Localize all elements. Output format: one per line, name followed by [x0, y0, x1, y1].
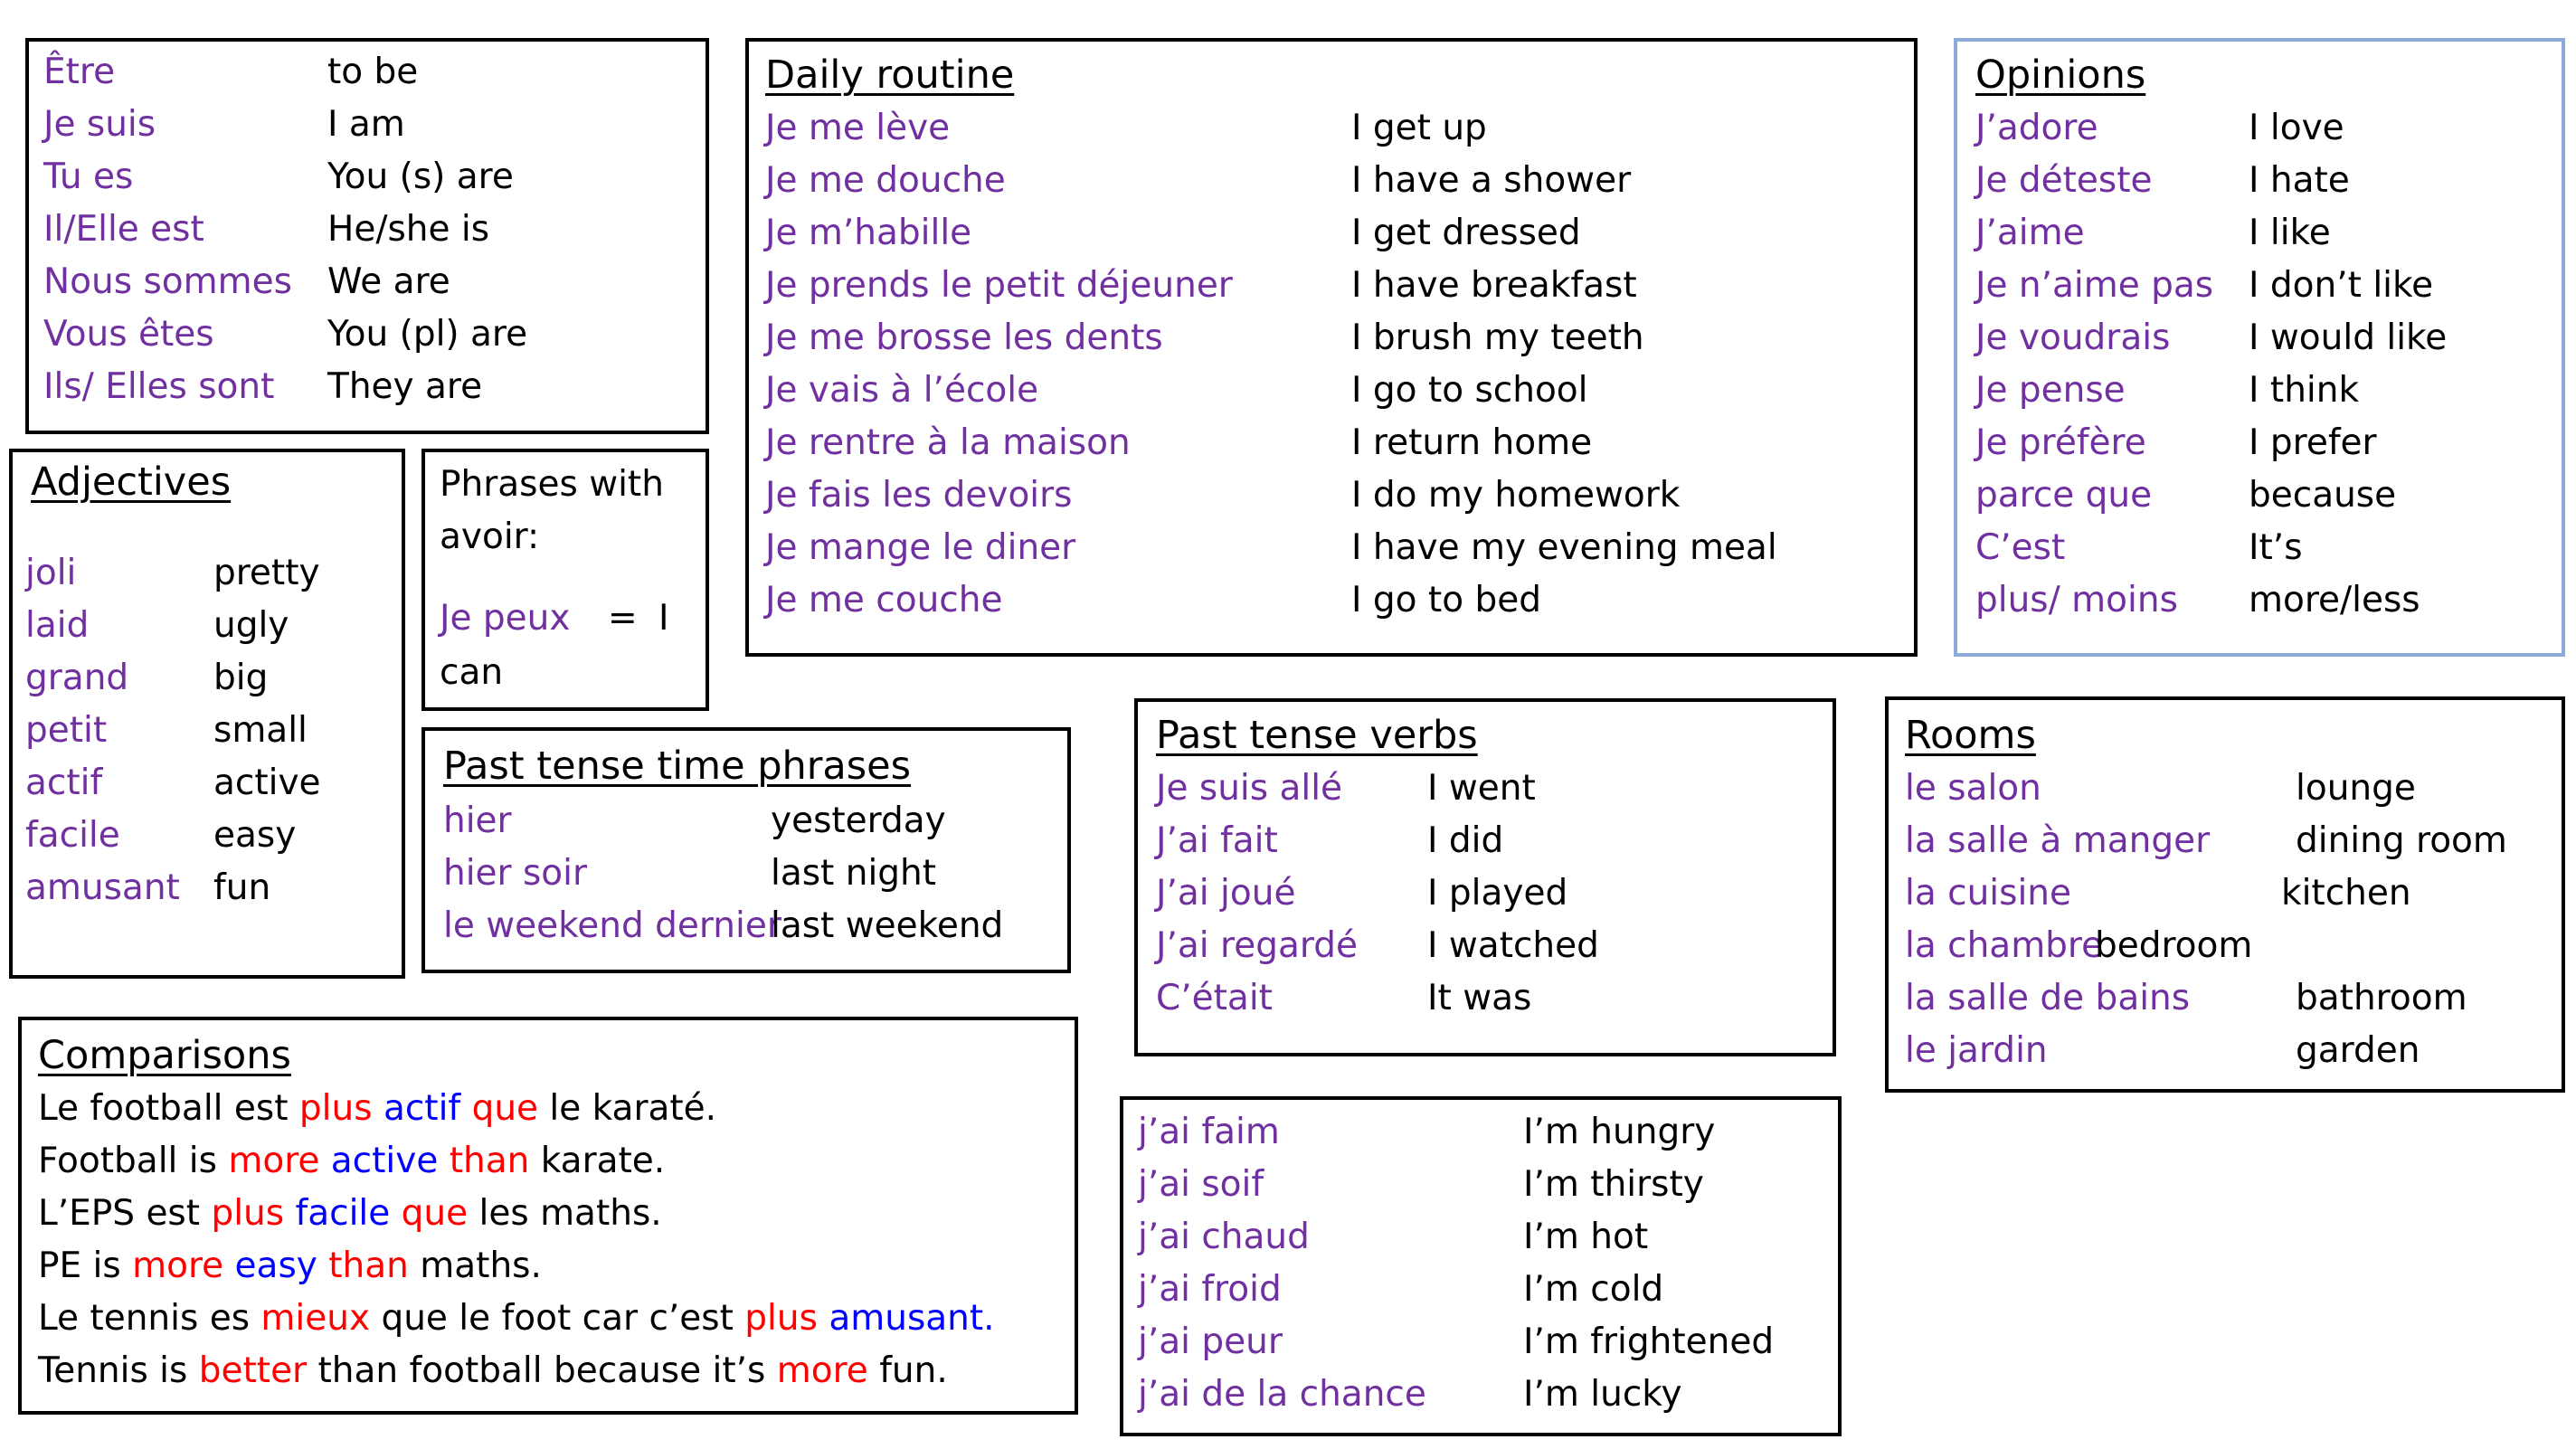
rooms-fr-5: le jardin: [1905, 1030, 2048, 1071]
comparison-segment: [818, 1298, 829, 1339]
opinions-fr-2: J’aime: [1975, 213, 2085, 253]
daily-routine-en-6: I return home: [1351, 422, 1593, 463]
comparison-segment: plus: [298, 1088, 373, 1129]
comparison-segment: plus: [744, 1298, 818, 1339]
daily-routine-fr-6: Je rentre à la maison: [765, 422, 1131, 463]
adjectives-fr-3: petit: [25, 710, 108, 751]
past-verbs-title: Past tense verbs: [1156, 713, 1478, 758]
etre-fr-1: Je suis: [43, 104, 156, 145]
comparison-line-0: [38, 1088, 717, 1129]
past-time-en-1: last night: [771, 853, 937, 894]
comparison-segment: amusant.: [829, 1298, 995, 1339]
comparison-segment: karate.: [529, 1141, 666, 1181]
etre-en-6: They are: [327, 366, 483, 407]
etre-fr-0: Être: [43, 52, 116, 92]
comparison-segment: que: [401, 1193, 469, 1234]
avoir-fr: Je peux: [440, 598, 571, 639]
rooms-fr-4: la salle de bains: [1905, 978, 2191, 1018]
adjectives-en-1: ugly: [213, 605, 289, 646]
comparison-segment: [460, 1088, 471, 1129]
comparison-segment: more: [776, 1350, 868, 1391]
rooms-fr-3: la chambre: [1905, 925, 2104, 966]
daily-routine-en-3: I have breakfast: [1351, 265, 1637, 306]
etre-fr-3: Il/Elle est: [43, 209, 204, 250]
past-time-fr-0: hier: [443, 800, 512, 841]
comparison-segment: [284, 1193, 295, 1234]
daily-routine-en-8: I have my evening meal: [1351, 527, 1777, 568]
opinions-en-0: I love: [2249, 108, 2344, 148]
comparison-segment: les maths.: [468, 1193, 662, 1234]
etre-fr-6: Ils/ Elles sont: [43, 366, 275, 407]
past-verbs-fr-2: J’ai joué: [1156, 873, 1296, 914]
opinions-en-1: I hate: [2249, 160, 2350, 201]
opinions-fr-5: Je pense: [1975, 370, 2126, 411]
past-verbs-fr-3: J’ai regardé: [1156, 925, 1358, 966]
feelings-en-2: I’m hot: [1523, 1217, 1649, 1257]
past-verbs-fr-1: J’ai fait: [1156, 820, 1278, 861]
comparison-segment: mieux: [260, 1298, 371, 1339]
daily-routine-en-7: I do my homework: [1351, 475, 1681, 516]
comparison-segment: more: [132, 1245, 224, 1286]
daily-routine-fr-1: Je me douche: [765, 160, 1006, 201]
daily-routine-fr-8: Je mange le diner: [765, 527, 1076, 568]
rooms-fr-1: la salle à manger: [1905, 820, 2211, 861]
adjectives-fr-1: laid: [25, 605, 90, 646]
opinions-fr-7: parce que: [1975, 475, 2153, 516]
opinions-fr-3: Je n’aime pas: [1975, 265, 2214, 306]
rooms-title: Rooms: [1905, 713, 2036, 758]
comparison-segment: Tennis is: [38, 1350, 199, 1391]
comparison-segment: [319, 1141, 330, 1181]
comparison-line-5: [38, 1350, 948, 1391]
adjectives-en-0: pretty: [213, 553, 320, 593]
etre-en-4: We are: [327, 261, 450, 302]
avoir-eq: =: [608, 598, 638, 639]
daily-routine-en-2: I get dressed: [1351, 213, 1581, 253]
comparison-segment: le karaté.: [538, 1088, 717, 1129]
comparison-line-3: [38, 1245, 542, 1286]
rooms-fr-2: la cuisine: [1905, 873, 2071, 914]
daily-routine-fr-9: Je me couche: [765, 580, 1003, 620]
opinions-fr-6: Je préfère: [1975, 422, 2146, 463]
comparison-segment: than: [328, 1245, 409, 1286]
etre-fr-5: Vous êtes: [43, 314, 214, 355]
past-time-en-2: last weekend: [771, 905, 1004, 946]
daily-routine-fr-3: Je prends le petit déjeuner: [765, 265, 1233, 306]
daily-routine-en-4: I brush my teeth: [1351, 317, 1644, 358]
adjectives-fr-5: facile: [25, 815, 120, 856]
opinions-en-5: I think: [2249, 370, 2360, 411]
etre-fr-4: Nous sommes: [43, 261, 292, 302]
comparison-segment: que: [471, 1088, 539, 1129]
rooms-en-3: bedroom: [2095, 925, 2253, 966]
past-time-en-0: yesterday: [771, 800, 946, 841]
daily-routine-en-9: I go to bed: [1351, 580, 1541, 620]
comparison-segment: facile: [295, 1193, 391, 1234]
past-time-title: Past tense time phrases: [443, 743, 912, 789]
adjectives-title: Adjectives: [31, 459, 232, 505]
opinions-en-4: I would like: [2249, 317, 2448, 358]
adjectives-en-6: fun: [213, 867, 271, 908]
daily-routine-en-1: I have a shower: [1351, 160, 1632, 201]
daily-routine-en-0: I get up: [1351, 108, 1487, 148]
opinions-title: Opinions: [1975, 52, 2146, 98]
opinions-en-8: It’s: [2249, 527, 2303, 568]
opinions-fr-8: C’est: [1975, 527, 2066, 568]
opinions-fr-4: Je voudrais: [1975, 317, 2171, 358]
rooms-en-5: garden: [2296, 1030, 2420, 1071]
opinions-en-2: I like: [2249, 213, 2331, 253]
past-verbs-en-1: I did: [1427, 820, 1504, 861]
etre-en-1: I am: [327, 104, 405, 145]
past-time-fr-2: le weekend dernier: [443, 905, 781, 946]
rooms-en-1: dining room: [2296, 820, 2507, 861]
feelings-en-1: I’m thirsty: [1523, 1164, 1704, 1205]
avoir-en2: can: [440, 652, 504, 693]
opinions-en-7: because: [2249, 475, 2397, 516]
comparison-segment: Le tennis es: [38, 1298, 261, 1339]
adjectives-fr-0: joli: [25, 553, 77, 593]
daily-routine-fr-7: Je fais les devoirs: [765, 475, 1073, 516]
adjectives-fr-6: amusant: [25, 867, 180, 908]
avoir-line2: avoir:: [440, 516, 540, 557]
comparisons-title: Comparisons: [38, 1033, 291, 1078]
etre-en-3: He/she is: [327, 209, 490, 250]
past-verbs-en-3: I watched: [1427, 925, 1599, 966]
daily-routine-fr-5: Je vais à l’école: [765, 370, 1039, 411]
adjectives-en-3: small: [213, 710, 308, 751]
feelings-en-4: I’m frightened: [1523, 1321, 1775, 1362]
opinions-en-9: more/less: [2249, 580, 2420, 620]
comparison-line-1: [38, 1143, 665, 1179]
daily-routine-fr-2: Je m’habille: [765, 213, 972, 253]
comparison-segment: fun.: [867, 1350, 948, 1391]
rooms-en-2: kitchen: [2281, 873, 2411, 914]
daily-routine-fr-4: Je me brosse les dents: [765, 317, 1163, 358]
feelings-fr-2: j’ai chaud: [1138, 1217, 1310, 1257]
comparison-segment: than football because it’s: [307, 1350, 777, 1391]
avoir-en1: I: [658, 598, 669, 639]
comparison-segment: more: [228, 1141, 320, 1181]
rooms-en-4: bathroom: [2296, 978, 2467, 1018]
comparison-segment: better: [198, 1350, 308, 1391]
comparison-segment: active: [330, 1141, 439, 1181]
etre-fr-2: Tu es: [43, 156, 134, 197]
comparison-segment: easy: [234, 1245, 317, 1286]
comparison-line-4: [38, 1298, 995, 1339]
etre-en-5: You (pl) are: [327, 314, 528, 355]
comparison-segment: que le foot car c’est: [370, 1298, 745, 1339]
opinions-fr-9: plus/ moins: [1975, 580, 2178, 620]
feelings-fr-5: j’ai de la chance: [1138, 1374, 1426, 1415]
past-time-fr-1: hier soir: [443, 853, 588, 894]
adjectives-fr-2: grand: [25, 658, 129, 698]
feelings-fr-1: j’ai soif: [1138, 1164, 1264, 1205]
opinions-fr-0: J’adore: [1975, 108, 2098, 148]
comparison-segment: plus: [211, 1193, 285, 1234]
feelings-fr-4: j’ai peur: [1138, 1321, 1283, 1362]
etre-en-0: to be: [327, 52, 419, 92]
feelings-fr-3: j’ai froid: [1138, 1269, 1282, 1310]
rooms-fr-0: le salon: [1905, 768, 2041, 809]
comparison-segment: actif: [383, 1088, 461, 1129]
comparison-segment: Le football est: [38, 1088, 299, 1129]
feelings-en-0: I’m hungry: [1523, 1112, 1716, 1152]
comparison-segment: [390, 1193, 401, 1234]
daily-routine-fr-0: Je me lève: [765, 108, 951, 148]
rooms-en-0: lounge: [2296, 768, 2416, 809]
etre-en-2: You (s) are: [327, 156, 514, 197]
past-verbs-en-0: I went: [1427, 768, 1536, 809]
past-verbs-en-4: It was: [1427, 978, 1532, 1018]
comparison-segment: L’EPS est: [38, 1193, 212, 1234]
past-verbs-fr-0: Je suis allé: [1156, 768, 1343, 809]
past-verbs-fr-4: C’était: [1156, 978, 1273, 1018]
comparison-segment: PE is: [38, 1245, 133, 1286]
adjectives-en-4: active: [213, 762, 321, 803]
comparison-segment: maths.: [408, 1245, 542, 1286]
comparison-segment: than: [449, 1141, 530, 1181]
comparison-segment: Football is: [38, 1141, 229, 1181]
daily-routine-title: Daily routine: [765, 52, 1015, 98]
opinions-en-6: I prefer: [2249, 422, 2377, 463]
opinions-en-3: I don’t like: [2249, 265, 2434, 306]
past-verbs-en-2: I played: [1427, 873, 1568, 914]
adjectives-en-2: big: [213, 658, 269, 698]
daily-routine-en-5: I go to school: [1351, 370, 1588, 411]
feelings-en-5: I’m lucky: [1523, 1374, 1682, 1415]
comparison-segment: [223, 1245, 234, 1286]
comparison-segment: [317, 1245, 328, 1286]
adjectives-fr-4: actif: [25, 762, 103, 803]
adjectives-en-5: easy: [213, 815, 297, 856]
feelings-fr-0: j’ai faim: [1138, 1112, 1280, 1152]
comparison-segment: [373, 1088, 384, 1129]
feelings-en-3: I’m cold: [1523, 1269, 1664, 1310]
opinions-fr-1: Je déteste: [1975, 160, 2153, 201]
comparison-line-2: [38, 1193, 662, 1234]
comparison-segment: [438, 1141, 449, 1181]
avoir-line1: Phrases with: [440, 464, 664, 505]
